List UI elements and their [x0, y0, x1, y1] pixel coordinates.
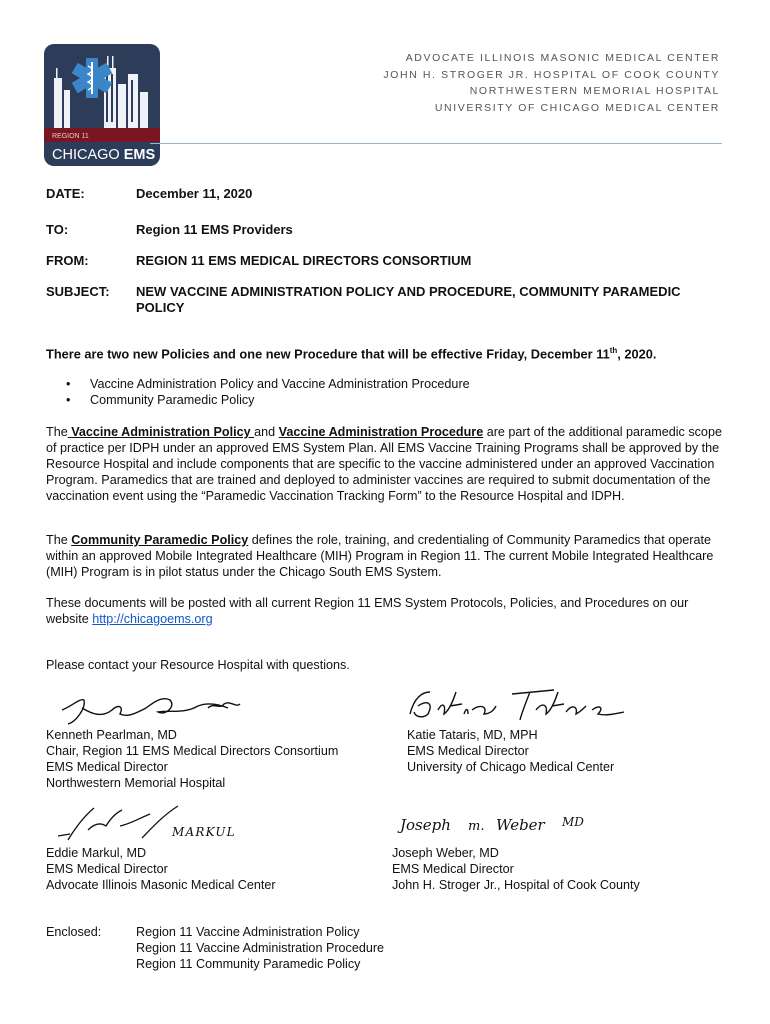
from-label: FROM: [46, 253, 89, 268]
date-value: December 11, 2020 [136, 186, 253, 201]
enclosed-list [136, 924, 384, 972]
subject-value: NEW VACCINE ADMINISTRATION POLICY AND PROCEDURE, COMMUNITY PARAMEDIC POLICY [136, 284, 681, 315]
paragraph-vaccine: The Vaccine Administration Policy and Vaccine Administration Procedure are part of the additional paramedic scope of practice per IDPH under an approved EMS System Plan. All EMS Vaccine Training Programs shall be approved by the Resource Hospital and include components that are specific to the vaccine administered under an approved Vaccination Program. Paramedics that are trained and deployed to administer vaccines are required to submit documentation of the vaccination event using the “Paramedic Vaccination Tracking Form” to the Resource Hospital and IDPH. [46, 425, 722, 503]
svg-text:Weber: Weber [496, 816, 545, 834]
enclosed-label: Enclosed: [46, 925, 102, 939]
signer-pearlman: Kenneth Pearlman, MD Chair, Region 11 EMS Medical Directors Consortium EMS Medical Director Northwestern Memorial Hospital [46, 728, 339, 790]
pearlman-signature [58, 688, 248, 728]
subject-label: SUBJECT: [46, 284, 110, 299]
svg-text:MD: MD [562, 815, 584, 829]
paragraph-contact: Please contact your Resource Hospital with questions. [46, 658, 350, 672]
signer-weber: Joseph Weber, MD EMS Medical Director John H. Stroger Jr., Hospital of Cook County [392, 846, 640, 892]
website-link[interactable]: http://chicagoems.org [92, 612, 213, 626]
signer-markul: Eddie Markul, MD EMS Medical Director Advocate Illinois Masonic Medical Center [46, 846, 276, 892]
hospital-line: NORTHWESTERN MEMORIAL HOSPITAL [469, 85, 720, 97]
header-rule [150, 143, 722, 144]
weber-signature [396, 806, 606, 842]
tataris-signature [404, 684, 634, 728]
to-value: Region 11 EMS Providers [136, 222, 293, 237]
list-item: Region 11 Community Paramedic Policy [136, 957, 361, 971]
hospital-line: UNIVERSITY OF CHICAGO MEDICAL CENTER [434, 101, 720, 114]
svg-text:m.: m. [468, 819, 485, 834]
hospital-line: ADVOCATE ILLINOIS MASONIC MEDICAL CENTER [405, 52, 720, 64]
list-item: • Community Paramedic Policy [46, 392, 726, 408]
list-item: Region 11 Vaccine Administration Procedure [136, 941, 385, 955]
date-label: DATE: [46, 186, 85, 201]
markul-signature [54, 800, 254, 846]
svg-text:Joseph: Joseph [400, 816, 451, 834]
logo-region-text: REGION 11 [52, 133, 89, 140]
to-label: TO: [46, 222, 69, 237]
chicago-ems-logo [44, 44, 160, 166]
svg-text:MARKUL: MARKUL [172, 825, 236, 839]
signer-tataris: Katie Tataris, MD, MPH EMS Medical Director University of Chicago Medical Center [407, 728, 615, 774]
hospital-line: JOHN H. STROGER JR. HOSPITAL OF COOK COUNTY [383, 68, 720, 81]
from-value: REGION 11 EMS MEDICAL DIRECTORS CONSORTIUM [136, 253, 472, 268]
list-item: • Vaccine Administration Policy and Vaccine Administration Procedure [46, 376, 726, 392]
paragraph-community-paramedic: The Community Paramedic Policy defines the role, training, and credentialing of Community Paramedics that operate within an approved Mobile Integrated Healthcare (MIH) Program in Region 11. The current Mobile Integrated Healthcare (MIH) Program is in pilot status under the Chicago South EMS System. [46, 533, 714, 579]
policy-bullet-list [46, 376, 726, 408]
list-item: Region 11 Vaccine Administration Policy [136, 925, 360, 939]
hospital-list [383, 50, 720, 116]
logo-name-text: CHICAGO EMS [52, 147, 156, 163]
paragraph-website: These documents will be posted with all current Region 11 EMS System Protocols, Policies, and Procedures on our website http://chicagoems.org [46, 596, 689, 626]
intro-line: There are two new Policies and one new Procedure that will be effective Friday, December 11th, 2020. [46, 346, 657, 362]
